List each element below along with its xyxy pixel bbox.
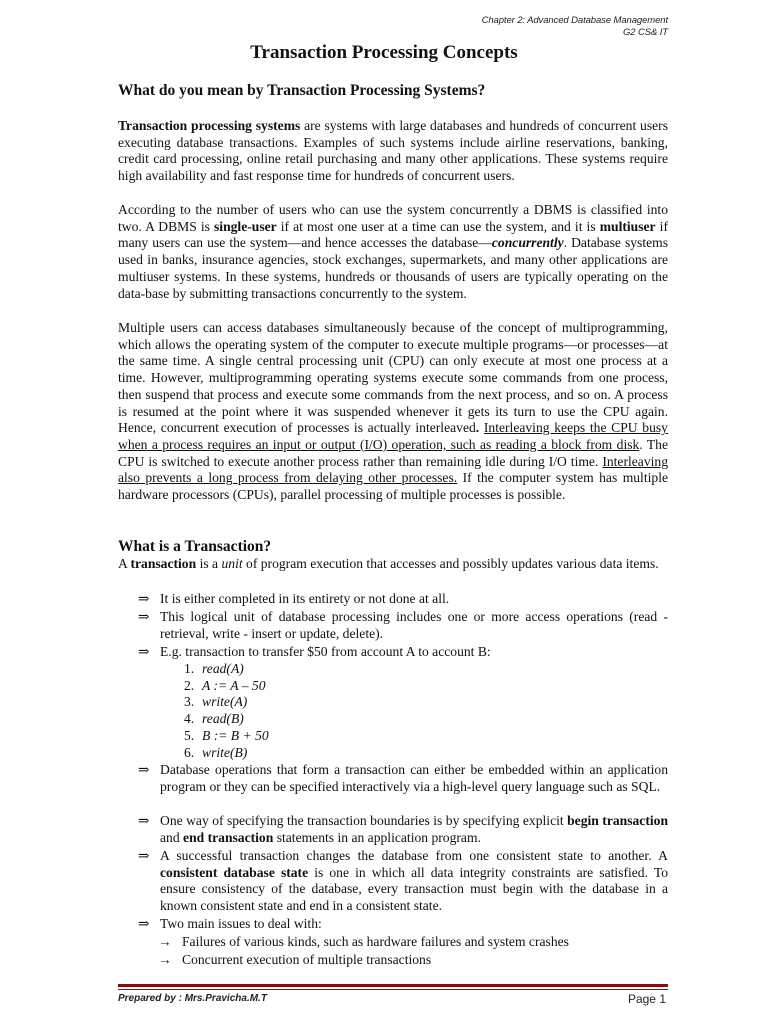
text: Multiple users can access databases simultaneously because of the concept of multiprogramming, which allows the operating system of the computer to execute multiple programs—or processes—at the same time. A single central processing unit (CPU) can only execute at most one process at a time. However, multiprogramming operating systems execute some commands from one process, then suspend that process and execute some commands from the next process, and so on. A process is resumed at the point where it was suspended whenever it gets its turn to use the CPU again. Hence, concurrent execution of processes is actually interleaved <box>118 320 668 436</box>
text: . <box>475 420 480 436</box>
header-chapter: Chapter 2: Advanced Database Management <box>481 15 668 26</box>
bullet-item <box>138 609 668 642</box>
text: statements in an application program. <box>273 829 481 845</box>
bullet-item <box>138 848 668 915</box>
paragraph-transaction-definition <box>118 556 668 573</box>
step-number: 6. <box>184 745 195 760</box>
step-number: 2. <box>184 678 195 693</box>
double-arrow-icon: ⇒ <box>138 762 150 777</box>
right-arrow-icon: → <box>158 952 172 967</box>
bullet-item <box>138 762 668 795</box>
step-text: read(B) <box>202 711 244 726</box>
double-arrow-icon: ⇒ <box>138 644 150 659</box>
numbered-step <box>184 661 244 678</box>
text: if many users can use the system—and hence accesses the database— <box>118 218 668 251</box>
text: of program execution that accesses and possibly updates various data items. <box>242 556 659 571</box>
step-text: write(B) <box>202 745 248 760</box>
bullet-item <box>138 813 668 846</box>
text: if at most one user at a time can use the system, and it is <box>276 218 600 234</box>
paragraph-dbms-classification <box>118 202 668 302</box>
page-title: Transaction Processing Concepts <box>250 42 518 63</box>
step-number: 1. <box>184 661 195 676</box>
right-arrow-icon: → <box>158 934 172 949</box>
term-begin-transaction: begin transaction <box>567 813 668 828</box>
text: are systems with large databases and hundreds of concurrent users executing database transactions. Examples of such systems include airline reservations, banking, credit card processing, online retail purchasing and many other applications. These systems require high availability and fast response time for hundreds of concurrent users. <box>118 118 668 184</box>
term-transaction: transaction <box>130 556 197 571</box>
step-text: A := A – 50 <box>202 678 266 693</box>
header-class: G2 CS& IT <box>622 27 668 38</box>
underlined-interleaving-cpu: Interleaving keeps the CPU busy when a process requires an input or output (I/O) operation, such as reading a block from disk <box>118 420 668 452</box>
double-arrow-icon: ⇒ <box>138 813 150 828</box>
text: . The CPU is switched to execute another process rather than remaining idle during I/O time. <box>118 436 668 469</box>
sub-bullet-text: Failures of various kinds, such as hardware failures and system crashes <box>182 934 569 949</box>
text: A <box>118 556 131 571</box>
footer-author: Prepared by : Mrs.Pravicha.M.T <box>118 993 267 1004</box>
bullet-text: Database operations that form a transaction can either be embedded within an application program or they can be specified interactively via a high-level query language such as SQL. <box>160 762 668 794</box>
footer-rule-thin <box>118 989 668 990</box>
step-number: 3. <box>184 694 195 709</box>
double-arrow-icon: ⇒ <box>138 591 150 606</box>
term-consistent-state: consistent database state <box>160 864 309 880</box>
term-concurrently: concurrently <box>491 235 564 251</box>
underlined-interleaving-delay: Interleaving also prevents a long process from delaying other processes. <box>118 453 668 486</box>
text: . Database systems used in banks, insurance agencies, stock exchanges, supermarkets, and many other applications are multiuser systems. In these systems, hundreds or thousands of users are typically operating on the data-base by submitting transactions concurrently to the system. <box>118 235 669 301</box>
footer-page-number: Page 1 <box>627 992 666 1006</box>
numbered-step <box>184 745 247 762</box>
double-arrow-icon: ⇒ <box>138 848 150 863</box>
step-number: 4. <box>184 711 195 726</box>
section-heading-tps: What do you mean by Transaction Processing Systems? <box>118 82 486 99</box>
text: and <box>160 829 184 845</box>
running-header <box>482 15 668 39</box>
bullet-text: This logical unit of database processing includes one or more access operations (read - retrieval, write - insert or update, delete). <box>160 609 668 641</box>
term-single-user: single-user <box>214 218 277 234</box>
numbered-step <box>184 728 269 745</box>
bullet-item <box>138 644 668 661</box>
step-text: B := B + 50 <box>202 728 269 743</box>
bullet-item <box>138 916 668 933</box>
paragraph-tps-definition <box>118 118 668 185</box>
bullet-text <box>160 813 668 846</box>
term-unit: unit <box>221 556 243 571</box>
section-heading-transaction: What is a Transaction? <box>118 538 272 555</box>
double-arrow-icon: ⇒ <box>138 916 150 931</box>
term-multiuser: multiuser <box>599 218 656 234</box>
sub-bullet-item <box>158 934 569 951</box>
sub-bullet-item <box>158 952 431 969</box>
footer-rule-thick <box>118 984 668 987</box>
bullet-text: Two main issues to deal with: <box>160 916 322 931</box>
numbered-step <box>184 678 266 695</box>
text: One way of specifying the transaction boundaries is by specifying explicit <box>160 813 568 828</box>
text: is one in which all data integrity constraints are satisfied. To ensure consistency of the database, every transaction must begin with the database in a known consistent state and end in a consistent state. <box>160 864 668 914</box>
step-number: 5. <box>184 728 195 743</box>
bullet-text <box>160 848 668 915</box>
bullet-text: E.g. transaction to transfer $50 from account A to account B: <box>160 644 491 659</box>
step-text: read(A) <box>202 661 244 676</box>
term-tps: Transaction processing systems <box>118 118 301 133</box>
text: If the computer system has multiple hardware processors (CPUs), parallel processing of multiple processes is possible. <box>118 470 668 503</box>
bullet-item <box>138 591 668 608</box>
bullet-text: It is either completed in its entirety or not done at all. <box>160 591 450 606</box>
double-arrow-icon: ⇒ <box>138 609 150 624</box>
step-text: write(A) <box>202 694 248 709</box>
numbered-step <box>184 711 244 728</box>
term-end-transaction: end transaction <box>183 829 274 845</box>
text: is a <box>196 556 222 571</box>
numbered-step <box>184 694 247 711</box>
text: A successful transaction changes the database from one consistent state to another. A <box>160 848 668 863</box>
text: According to the number of users who can use the system concurrently a DBMS is classified into two. A DBMS is <box>118 202 668 234</box>
sub-bullet-text: Concurrent execution of multiple transactions <box>182 952 432 967</box>
paragraph-multiprogramming <box>118 320 668 504</box>
